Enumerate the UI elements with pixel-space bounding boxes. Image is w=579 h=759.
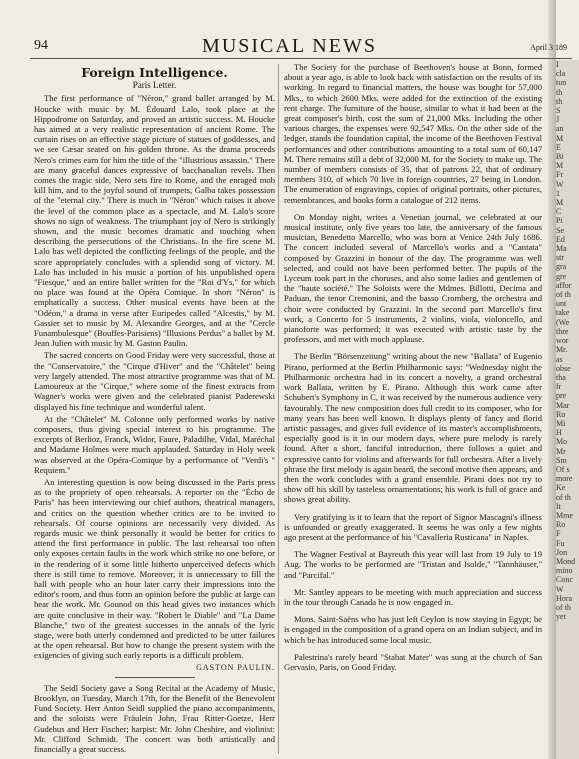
- margin-fragment: Ro: [556, 409, 566, 419]
- margin-fragment: E: [556, 142, 561, 152]
- section-title: Foreign Intelligence.: [81, 65, 228, 80]
- margin-fragment: (We: [556, 317, 570, 327]
- margin-fragment: 1: [556, 188, 560, 198]
- left-column: [34, 66, 275, 756]
- margin-fragment: Of s: [556, 464, 570, 474]
- article-paragraph: The Wagner Festival at Bayreuth this year will last from 19 July to 19 Aug. The works to be performed are "Tristan and Isolde," "Tannhäuser," and "Parcifal.": [284, 549, 542, 580]
- article-paragraph: The first performance of "Néron," grand ballet arranged by M. Houcke with music by M. Édouard Lalo, took place at the Hippodrome on Saturday, and proved an artistic success. M. Houcke has aimed at a very realistic representation of ancient Rome. The curtain rises on an effective stage picture of statues of goddesses, and we see Cæsar seated on his golden throne. As the drama proceeds Nero's crimes earn for him the title of the "illustrious assassin." There are many graceful dances expressive of bacchanalian revels. Then comes the tragic side, Nero sets fire to Rome, and the enraged mob kill him, and to the joyful sound of trumpets, Galba takes possession of the "eternal city." There is much in "Néron" which raises it above the level of the common place as a spectacle, and M. Lalo's score shows no sign of weakness. The triumphant joy of Nero is strikingly shown, and the music becomes dramatic and touching when describing the persecutions of the Christians. In the fire scene M. Lalo has well depicted the conflicting feelings of the people, and the score appropriately concludes with a splendid song of victory. M. Lalo has included in his music a portion of his unpublished opera "Fiesque," and an entire ballet written for the "Roi d'Ys," for which no place was found at the Opéra Comique. In short "Néron" is emphatically a success. Other musical events have been at the "Odéon," a drama in verse after Euripedes called "Alcestis," by M. Gassier set to music by M. Alexandre Georges, and at the "Cercle Funambulesque" (Bouffes-Parisiens) "Illusions Perdus" a ballet by M. Jean Julien with music by M. Gaston Paulin.: [34, 93, 275, 349]
- margin-fragment: tun: [556, 78, 567, 88]
- margin-fragment: Mi: [556, 418, 566, 428]
- margin-fragment: of th: [556, 290, 571, 300]
- article-paragraph: At the "Châtelet" M. Colonne only performed works by native composers, thus giving special interest to his programme. The excerpts of Berlioz, Franck, Widor, Faure, Paladilhe, Vidal, Maréchal and Madame Holmes were much applauded. Saturday in Holy week was observed at the Opéra-Comique by a performance of "Verdi's " Requiem.": [34, 413, 275, 475]
- margin-fragment: th: [556, 87, 563, 97]
- margin-fragment: Sm: [556, 455, 567, 465]
- author-signature: GASTON PAULIN.: [196, 662, 275, 672]
- margin-fragment: I: [556, 60, 559, 69]
- article-paragraph: Mr. Santley appears to be meeting with much appreciation and success in the tour through Canada he is now engaged in.: [284, 586, 542, 607]
- margin-fragment: of th: [556, 492, 571, 502]
- margin-fragment: unt: [556, 299, 567, 309]
- margin-fragment: Ro: [556, 520, 566, 530]
- header-rule: [30, 58, 572, 59]
- paris-letter-heading: Paris Letter.: [132, 80, 177, 91]
- margin-fragment: Mr.: [556, 345, 568, 355]
- page-gutter: [548, 0, 556, 759]
- header-date: April 3 189: [530, 43, 567, 52]
- margin-fragment: Ma: [556, 244, 567, 254]
- margin-fragment: J: [556, 115, 560, 125]
- margin-fragment: M: [556, 198, 564, 208]
- margin-fragment: take: [556, 308, 570, 318]
- margin-fragment: cla: [556, 69, 566, 79]
- margin-fragment: an: [556, 124, 564, 134]
- adjacent-page-margin: [556, 60, 579, 759]
- margin-fragment: gre: [556, 271, 567, 281]
- margin-fragment: obse: [556, 363, 571, 373]
- page-number: 94: [34, 38, 48, 53]
- margin-fragment: str: [556, 253, 564, 263]
- margin-fragment: F: [556, 529, 561, 539]
- margin-fragment: mino: [556, 566, 573, 576]
- article-paragraph: On Monday night, writes a Venetian journal, we celebrated at our musical institute, only five years too late, the anniversary of the famous musician, Benedetto Marcello, who was born at Venice 24th July 1686. The concert included several of Marcello's works and a "Cantata" composed by Grazzini in honour of the day. The programme was well selected, and could not have been performed better. The pupils of the Lyceum took part in the choruses, and also some ladies and gentlemen of the "haute société." The Soloists were the Mdmes. Billotti, Decima and Paduan, the tenor Cremonini, and the basso Cromberg, the orchestra and choir were conducted by Grazzini. In the second part Marcello's first work, a Concerto for 5 instruments, 2 violins, viola, violoncello, and pianoforte was performed; it was executed with artistic taste by the professors, and met with much applause.: [284, 211, 542, 345]
- margin-fragment: pre: [556, 391, 567, 401]
- margin-fragment: Se: [556, 225, 564, 235]
- margin-fragment: wor: [556, 336, 569, 346]
- article-paragraph: Very gratifying is it to learn that the report of Signor Mascagni's illness is unfounded or greatly exaggerated. It seems he was only a few nights ago present at the performance of his "Cavalleria Rusticana" in Naples.: [284, 511, 542, 542]
- margin-fragment: yet: [556, 612, 566, 622]
- margin-fragment: Mme: [556, 510, 573, 520]
- article-paragraph: The Seidl Society gave a Song Recital at the Academy of Music, Brooklyn, on Tuesday, March 17th, for the Benefit of the Benevolent Fund Society. Herr Anton Seidl supplied the piano accompaniments, and the soloists were Fräulein John, Frau Ritter-Goetze, Herr Gudehus and Herr Fischer; harpist: Mr. John Cheshire, and violinist: Mr. Clifford Schmidt. The concert was both artistically and financially a great success.: [34, 682, 275, 754]
- margin-fragment: Hora: [556, 593, 572, 603]
- margin-fragment: Fu: [556, 538, 565, 548]
- margin-fragment: Fr: [556, 170, 564, 180]
- margin-fragment: Bi: [556, 152, 564, 162]
- margin-fragment: W: [556, 584, 564, 594]
- column-separator: [278, 64, 279, 754]
- margin-fragment: Ke: [556, 483, 566, 493]
- margin-fragment: th: [556, 96, 563, 106]
- margin-fragment: more: [556, 474, 573, 484]
- article-paragraph: An interesting question is now being discussed in the Paris press as to the propriety of open rehearsals. A reporter on the "Écho de Paris" has been interviewing our chief authors, theatrical managers, and critics on the question whether critics are to be invited to rehearsals. Of course opinions are necessarily very divided. As regards music we think personally it would be better for critics to attend the first performance in public. The last rehearsal too often only exposes certain faults in the work which strike no one before, or in the rendering of it some little hitherto unperceived defects which there is still time to remove. Moreover, it is unnecessary to fill the hall with people who an hour later carry their impressions into the editor's room, and thus form an opinion before the public at large can hear the work. Mr. Gounod on this head gives two instances which are quite conclusive in their way. "Robert le Diable" and "La Dame Blanche," two of the greatest successes in the annals of the lyric stage, were both utterly condemned and predicted to be utter failures at the open rehearsal. But how to change the present system with the exigencies of giving such early reports is a difficult problem.: [34, 476, 275, 661]
- article-paragraph: Palestrina's rarely heard "Stabat Mater" was sung at the church of San Gervasio, Paris, on Good Friday.: [284, 651, 542, 672]
- margin-fragment: fr: [556, 382, 562, 392]
- margin-fragment: H: [556, 428, 562, 438]
- right-column: [284, 62, 542, 674]
- divider: [115, 677, 195, 678]
- margin-fragment: Ed: [556, 234, 565, 244]
- margin-fragment: S: [556, 106, 561, 116]
- margin-fragment: C: [556, 207, 562, 217]
- margin-fragment: Mar: [556, 400, 570, 410]
- margin-fragment: M: [556, 133, 564, 143]
- margin-fragment: tha: [556, 372, 566, 382]
- margin-fragment: Mr: [556, 446, 566, 456]
- margin-fragment: thre: [556, 326, 569, 336]
- margin-fragment: It: [556, 501, 561, 511]
- margin-fragment: Conc: [556, 575, 573, 585]
- article-paragraph: The sacred concerts on Good Friday were very successful, those at the "Conservatoire," the "Cirque d'Hiver" and the "Châtelet" being very largely attended. The most attractive programme was that of M. Lamoureux at the "Cirque," where some of the finest extracts from Wagner's works were given and the celebrated pianist Paderewski displayed his fine technique and wonderful talent.: [34, 350, 275, 412]
- margin-fragment: Pi: [556, 216, 563, 226]
- masthead-title: MUSICAL NEWS: [202, 35, 377, 57]
- margin-fragment: of th: [556, 602, 571, 612]
- article-paragraph: Mons. Saint-Saëns who has just left Ceylon is now staying in Egypt; he is engaged in the composition of a grand opera on an Indian subject, and in which he has introduced some local music.: [284, 614, 542, 645]
- margin-fragment: as: [556, 354, 563, 364]
- article-paragraph: The Society for the purchase of Beethoven's house at Bonn, formed about a year ago, is able to look back with satisfaction on the results of its working. In regard to financial matters, the house was bought for 57,000 Mks., to which 2600 Mks. were added for the extinction of the existing rent charge. The furniture of the house, similar to what it had been at the great composer's birth, cost the sum of 21,000 Mks. Including the other various charges, the expenses were 92,547 Mks. On the other side of the ledger, stands the foundation capital, the income of the Beethoven Festival performances and other contributions amounting to a total sum of 60,147 M. There remains still a debt of 32,000 M. for the Society to make up. The number of members consists of 35, that of patrons 22, that of ordinary members 310, of which 70 live in foreign countries, 27 being in London. The enumeration of engravings, copies of original portraits, other pictures, remembrances, and books form a catalogue of 212 items.: [284, 62, 542, 205]
- margin-fragment: M: [556, 161, 564, 171]
- article-paragraph: The Berlin "Börsenzeitung" writing about the new "Ballata" of Eugenio Pirano, performed at the Berlin Philharmonic says: "Wednesday night the Philharmonic orchestra had in its concert a novelty, a grand orchestral work Ballata, written by E. Pirano. Although this work came after Schubert's Symphony in C, it was received by the numerous audience very favourably. The new composition does full credit to its composer, who for many years has been well known. It displays plenty of fancy and florid artistic passages, and gives full evidence of its master's accomplishments, especially good is it in our modern days, where pure melody is rarely found. After a short, fanciful introduction, there follows a quiet and expressive canto for violins and afterwards for full orchestra. After a lively phrase the first melody is again heard, the second motive then appears, and then the work concludes with a grand ensemble. Pirani does not try to show off his skill by tasteless ornamentations; his work is full of grace and shows great ability.: [284, 351, 542, 505]
- margin-fragment: Mo: [556, 437, 568, 447]
- margin-fragment: affor: [556, 280, 572, 290]
- margin-fragment: W: [556, 179, 564, 189]
- margin-fragment: Mond: [556, 556, 576, 566]
- margin-fragment: gra: [556, 262, 567, 272]
- margin-fragment: Jon: [556, 547, 568, 557]
